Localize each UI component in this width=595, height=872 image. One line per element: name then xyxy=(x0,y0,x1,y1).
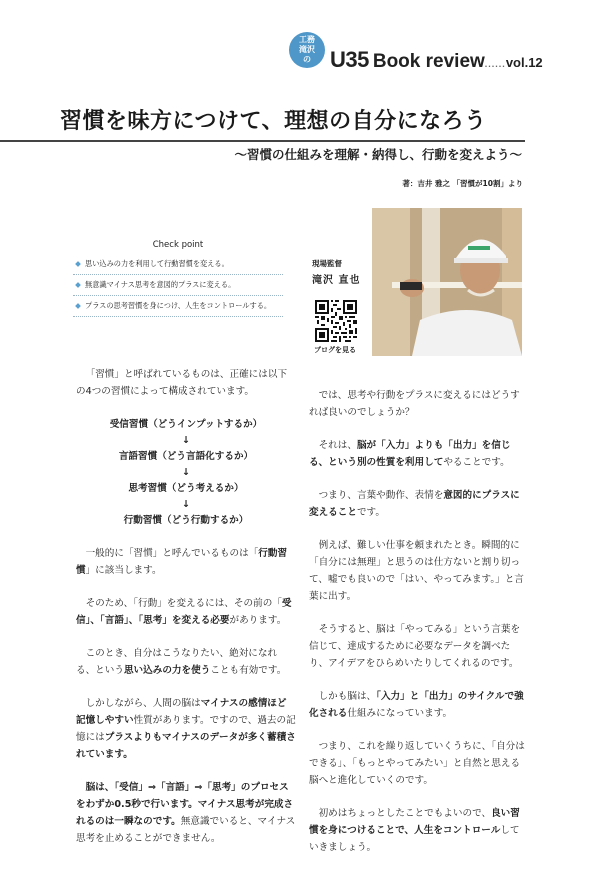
habit-flow xyxy=(76,416,296,529)
text: 性質があります。ですので、過去の記憶には xyxy=(76,715,296,743)
series-dots: ...... xyxy=(484,59,506,69)
text: そのため、「行動」を変えるには、その前の「 xyxy=(85,598,282,609)
page-subtitle: 〜習慣の仕組みを理解・納得し、行動を変えよう〜 xyxy=(234,147,522,162)
paragraph: 「習慣」と呼ばれているものは、正確には以下の4つの習慣によって構成されています。 xyxy=(76,369,288,397)
paragraph xyxy=(76,695,296,763)
series-u35: U35 xyxy=(330,47,369,72)
text: ことも有効です。 xyxy=(210,665,287,676)
emphasis: 受信」、「言語」、「思考」を変える必要 xyxy=(76,598,292,626)
checkpoint-item xyxy=(73,254,283,275)
text: 無意識でいると、マイナス思考を止めることができません。 xyxy=(76,816,296,844)
paragraph xyxy=(76,645,296,679)
checkpoint-item xyxy=(73,275,283,296)
series-book-review: Book review xyxy=(372,51,485,72)
diamond-bullet-icon xyxy=(75,303,81,309)
text: 」に該当します。 xyxy=(85,565,162,576)
down-arrow-icon: ↓ xyxy=(181,467,191,478)
habit-step: 行動習慣（どう行動するか） xyxy=(123,515,249,526)
left-column xyxy=(76,366,296,863)
paragraph xyxy=(309,688,529,722)
supervisor-info xyxy=(312,258,360,286)
checkpoint-title: Check point xyxy=(152,240,204,250)
emphasis: 行動習慣 xyxy=(76,548,288,576)
supervisor-photo xyxy=(372,208,522,356)
series-title xyxy=(330,47,543,71)
paragraph xyxy=(309,805,529,856)
text: しかしながら、人間の脳は xyxy=(85,698,201,709)
emphasis: 意図的にプラスに変えること xyxy=(309,490,520,518)
text: それは、 xyxy=(318,440,357,451)
checkpoint-item xyxy=(73,296,283,317)
text: やることです。 xyxy=(443,457,510,468)
text: があります。 xyxy=(229,615,287,626)
title-divider xyxy=(0,140,525,142)
down-arrow-icon: ↓ xyxy=(181,499,191,510)
checkpoint-item-text: プラスの思考習慣を身につけ、人生をコントロールする。 xyxy=(85,301,272,310)
series-volume: vol.12 xyxy=(505,55,543,70)
diamond-bullet-icon xyxy=(75,261,81,267)
badge-line: の xyxy=(303,55,311,64)
text: つまり、言葉や動作、表情を xyxy=(318,490,444,501)
diamond-bullet-icon xyxy=(75,282,81,288)
habit-step: 言語習慣（どう言語化するか） xyxy=(118,451,254,462)
habit-step: 思考習慣（どう考えるか） xyxy=(128,483,244,494)
paragraph: 例えば、難しい仕事を頼まれたとき。瞬間的に「自分には無理」と思うのは仕方ないと割り切って、嘘でも良いので「はい、やってみます。」と言葉に出す。 xyxy=(309,540,524,602)
emphasis: マイナスの感情ほど記憶しやすい xyxy=(76,698,287,726)
text: しかも脳は、 xyxy=(318,691,377,702)
book-byline: 著：吉井 雅之 「習慣が10割」より xyxy=(402,179,523,188)
text: です。 xyxy=(356,507,385,518)
page-title: 習慣を味方につけて、理想の自分になろう xyxy=(60,109,487,134)
emphasis: 良い習慣を身につけることで、人生をコントロール xyxy=(309,808,520,836)
qr-code[interactable] xyxy=(315,300,357,342)
text: 仕組みになっています。 xyxy=(347,708,453,719)
checkpoint-item-text: 思い込みの力を利用して行動習慣を変える。 xyxy=(85,259,229,268)
supervisor-name: 滝沢 直也 xyxy=(312,275,361,286)
down-arrow-icon: ↓ xyxy=(181,435,191,446)
series-badge xyxy=(289,32,325,68)
qr-caption: ブログを見る xyxy=(314,346,356,354)
checkpoint-box xyxy=(73,240,283,317)
text: 初めはちょっとしたことでもよいので、 xyxy=(318,808,492,819)
emphasis: 脳が「入力」よりも「出力」を信じる、という別の性質を利用して xyxy=(309,440,511,468)
emphasis: 「入力」と「出力」のサイクルで強化される xyxy=(309,691,524,719)
emphasis: 思い込みの力を使う xyxy=(123,665,211,676)
text: していきましょう。 xyxy=(309,825,520,853)
paragraph xyxy=(309,487,529,521)
checkpoint-item-text: 無意識マイナス思考を意図的プラスに変える。 xyxy=(85,280,236,289)
text: このとき、自分はこうなりたい、絶対になれる、という xyxy=(76,648,278,676)
right-column xyxy=(309,387,529,872)
paragraph xyxy=(309,437,529,471)
paragraph: では、思考や行動をプラスに変えるにはどうすれば良いのでしょうか？ xyxy=(309,390,520,418)
habit-step: 受信習慣（どうインプットするか） xyxy=(109,419,263,430)
paragraph xyxy=(76,595,296,629)
paragraph: そうすると、脳は「やってみる」という言葉を信じて、達成するために必要なデータを調べたり、アイデアをひらめいたりしてくれるのです。 xyxy=(309,624,521,669)
badge-line: 滝沢 xyxy=(299,45,315,54)
emphasis: プラスよりもマイナスのデータが多く蓄積されています。 xyxy=(76,732,296,760)
paragraph xyxy=(76,779,296,847)
text: 一般的に「習慣」と呼んでいるものは「 xyxy=(85,548,259,559)
paragraph: つまり、これを繰り返していくうちに、「自分はできる」、「もっとやってみたい」と自然と思える脳へと進化していくのです。 xyxy=(309,741,525,786)
emphasis: 脳は、「受信」⇒「言語」⇒「思考」のプロセスをわずか0.5秒で行います。マイナス思考が完成されるのは一瞬なのです。 xyxy=(76,782,294,827)
supervisor-role: 現場監督 xyxy=(312,259,342,268)
badge-line: 工務 xyxy=(299,35,315,44)
paragraph xyxy=(76,545,296,579)
